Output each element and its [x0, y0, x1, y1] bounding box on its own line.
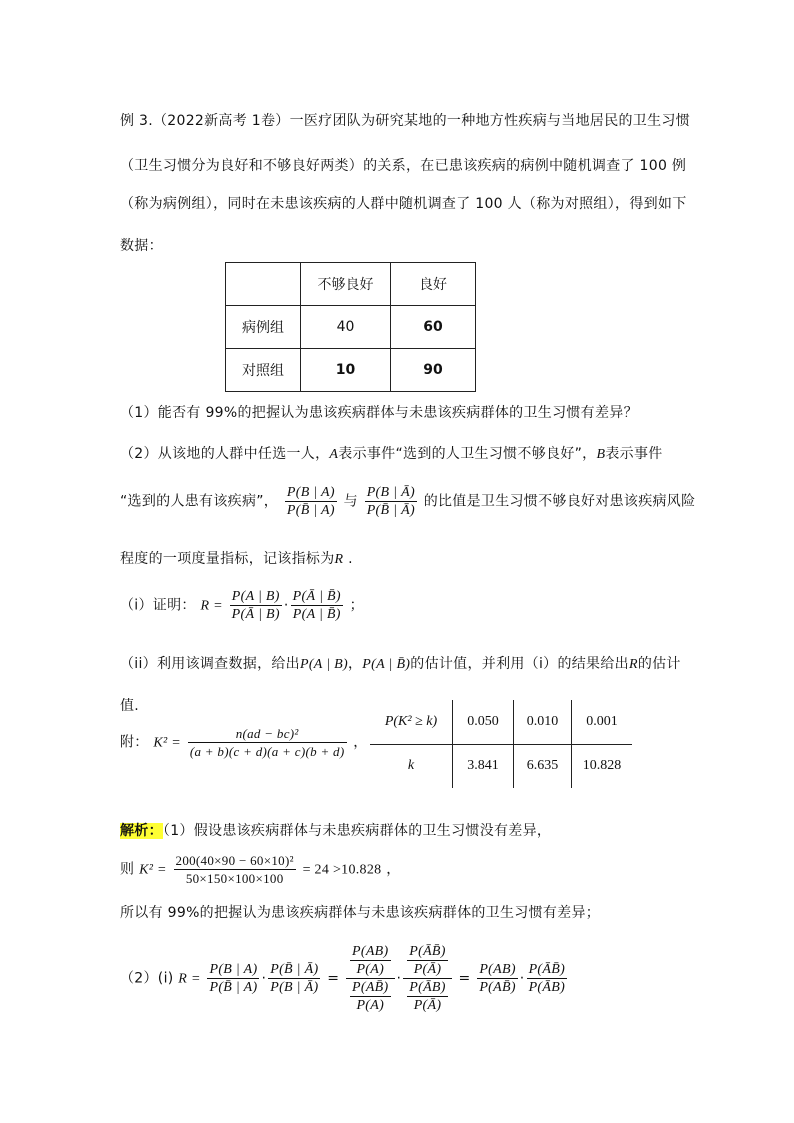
solution-tag: 解析： [120, 823, 163, 839]
solution-line-3: 所以有 99%的把握认为患该疾病群体与未患该疾病群体的卫生习惯有差异； [120, 905, 601, 921]
qii-text: 的估计 [637, 656, 681, 672]
fraction [407, 979, 447, 1014]
fraction [365, 484, 417, 519]
question-2-line-3 [120, 548, 353, 568]
qii-text: 的估计值，并利用（i）的结果给出 [410, 656, 629, 672]
question-2-line-1 [120, 443, 663, 463]
numerator: P(AB̄) [352, 980, 389, 995]
numerator: P(B | A) [286, 485, 335, 500]
numerator: P(ĀB̄) [409, 944, 446, 959]
fraction [174, 852, 296, 887]
qii-math: P(A | B) [299, 657, 348, 672]
appendix-end: ， [353, 734, 368, 751]
cell-value: 60 [391, 306, 476, 349]
denominator: P(B̄ | A) [286, 503, 335, 518]
dot: · [283, 597, 289, 614]
problem-line-1: 例 3.（2022新高考 1卷）一医疗团队为研究某地的一种地方性疾病与当地居民的卫生习惯 [120, 113, 690, 129]
problem-line-3: （称为病例组），同时在未患该疾病的人群中随机调查了 100 人（称为对照组），得到如下 [120, 196, 687, 212]
q2-text: 与 [343, 493, 358, 510]
fraction [350, 979, 390, 1014]
row-label: 病例组 [226, 306, 301, 349]
equals: = [327, 970, 340, 987]
q2-text: （2）从该地的人群中任选一人， [120, 446, 330, 462]
q2-text: 的比值是卫生习惯不够良好对患该疾病风险 [423, 493, 696, 510]
qi-lhs: R = [200, 598, 223, 614]
kt-header: P(K² ≥ k) [370, 700, 453, 744]
cell-value: 40 [301, 306, 391, 349]
k2-lhs: K² = [139, 862, 167, 878]
row-label: 对照组 [226, 349, 301, 392]
fraction [477, 961, 517, 996]
kt-cell: 10.828 [572, 744, 633, 788]
qii-text: （ii）利用该调查数据，给出 [120, 656, 300, 672]
numerator: P(B̄ | Ā) [270, 962, 319, 977]
kt-k-label: k [407, 758, 415, 774]
qi-label: （i）证明： [120, 597, 196, 614]
q2-text: 表示事件 [605, 446, 663, 462]
denominator: P(B̄ | Ā) [366, 503, 415, 518]
dot: · [519, 970, 525, 987]
denominator [403, 979, 451, 1014]
symbol-r: R [334, 552, 344, 567]
question-i [120, 588, 364, 623]
cell-value: 90 [391, 349, 476, 392]
appendix-formula [120, 725, 368, 760]
denominator: P(Ā) [413, 962, 442, 977]
table-header-good: 良好 [391, 263, 476, 306]
numerator: P(A | B) [230, 588, 282, 606]
denominator: P(AB̄) [479, 980, 516, 995]
kt-cell: 6.635 [514, 744, 572, 788]
qii-text: ， [347, 656, 363, 672]
question-1: （1）能否有 99%的把握认为患该疾病群体与未患该疾病群体的卫生习惯有差异？ [120, 405, 638, 421]
fraction [207, 961, 259, 996]
numerator: P(B | Ā) [366, 485, 415, 500]
dot: · [261, 970, 267, 987]
table-header-not-good: 不够良好 [301, 263, 391, 306]
critical-value-table [370, 700, 632, 788]
denominator: P(A | B̄) [292, 607, 341, 622]
fraction [188, 725, 347, 760]
qi-end: ； [349, 597, 364, 614]
q2-text: “选到的人患有该疾病”， [120, 493, 279, 510]
question-ii-line-2: 值. [120, 698, 140, 714]
problem-line-2: （卫生习惯分为良好和不够良好两类）的关系，在已患该疾病的病例中随机调查了 100 例 [120, 158, 687, 174]
numerator: P(AB) [352, 944, 389, 959]
table-header-empty [226, 263, 301, 306]
denominator: P(A) [356, 998, 385, 1013]
dot: · [396, 970, 402, 987]
numerator: P(AB) [479, 962, 516, 977]
solution-text: 则 [120, 861, 135, 878]
solution-text: （1）假设患该疾病群体与未患疾病群体的卫生习惯没有差异， [162, 823, 552, 839]
fraction [407, 943, 447, 978]
q2-text: 程度的一项度量指标，记该指标为 [120, 551, 335, 567]
question-ii-line-1 [120, 653, 681, 673]
solution-line-2 [120, 852, 401, 887]
denominator: P(B | Ā) [270, 980, 319, 995]
kt-cell: 0.050 [453, 700, 514, 744]
fraction [291, 588, 343, 623]
q2-text: . [348, 551, 353, 567]
fraction [285, 484, 337, 519]
denominator: P(ĀB) [528, 980, 566, 995]
denominator: P(Ā | B) [231, 607, 280, 622]
fraction [230, 588, 282, 623]
event-b: B [596, 447, 606, 462]
k2-result: = 24 >10.828 [302, 862, 382, 878]
numerator: 200(40×90 − 60×10)² [175, 853, 294, 868]
fraction [350, 943, 390, 978]
denominator: P(A) [356, 962, 385, 977]
q2-text: 表示事件“选到的人卫生习惯不够良好”， [338, 446, 597, 462]
table-row [226, 349, 476, 392]
problem-line-4: 数据： [120, 238, 163, 254]
cell-value: 10 [301, 349, 391, 392]
fraction [268, 961, 320, 996]
r-lhs: R = [178, 971, 201, 987]
numerator [403, 943, 451, 979]
data-table [225, 262, 476, 392]
question-2-line-2 [120, 484, 695, 519]
numerator: P(ĀB) [409, 980, 446, 995]
numerator: P(Ā | B̄) [292, 589, 341, 604]
compound-fraction [346, 943, 394, 1014]
fraction [527, 961, 567, 996]
kt-cell: 3.841 [453, 744, 514, 788]
qii-math: P(A | B̄) [362, 657, 411, 672]
compound-fraction [403, 943, 451, 1014]
kt-cell: 0.001 [572, 700, 633, 744]
solution-derivation [120, 943, 569, 1014]
solution-text: ， [386, 861, 401, 878]
table-row [226, 306, 476, 349]
k2-lhs: K² = [153, 735, 182, 751]
appendix-label: 附： [120, 734, 149, 751]
denominator: P(Ā) [413, 998, 442, 1013]
denominator: (a + b)(c + d)(a + c)(b + d) [189, 744, 345, 759]
kt-cell: 0.010 [514, 700, 572, 744]
denominator: P(B̄ | A) [209, 980, 258, 995]
symbol-r: R [628, 657, 638, 672]
denominator [346, 979, 394, 1014]
numerator [346, 943, 394, 979]
numerator: P(B | A) [209, 962, 258, 977]
solution-label: （2）(i) [120, 970, 174, 987]
numerator: n(ad − bc)² [188, 725, 347, 743]
equals: = [458, 970, 471, 987]
numerator: P(ĀB̄) [528, 962, 566, 977]
solution-line-1 [120, 820, 551, 840]
event-a: A [329, 447, 339, 462]
denominator: 50×150×100×100 [185, 871, 284, 886]
